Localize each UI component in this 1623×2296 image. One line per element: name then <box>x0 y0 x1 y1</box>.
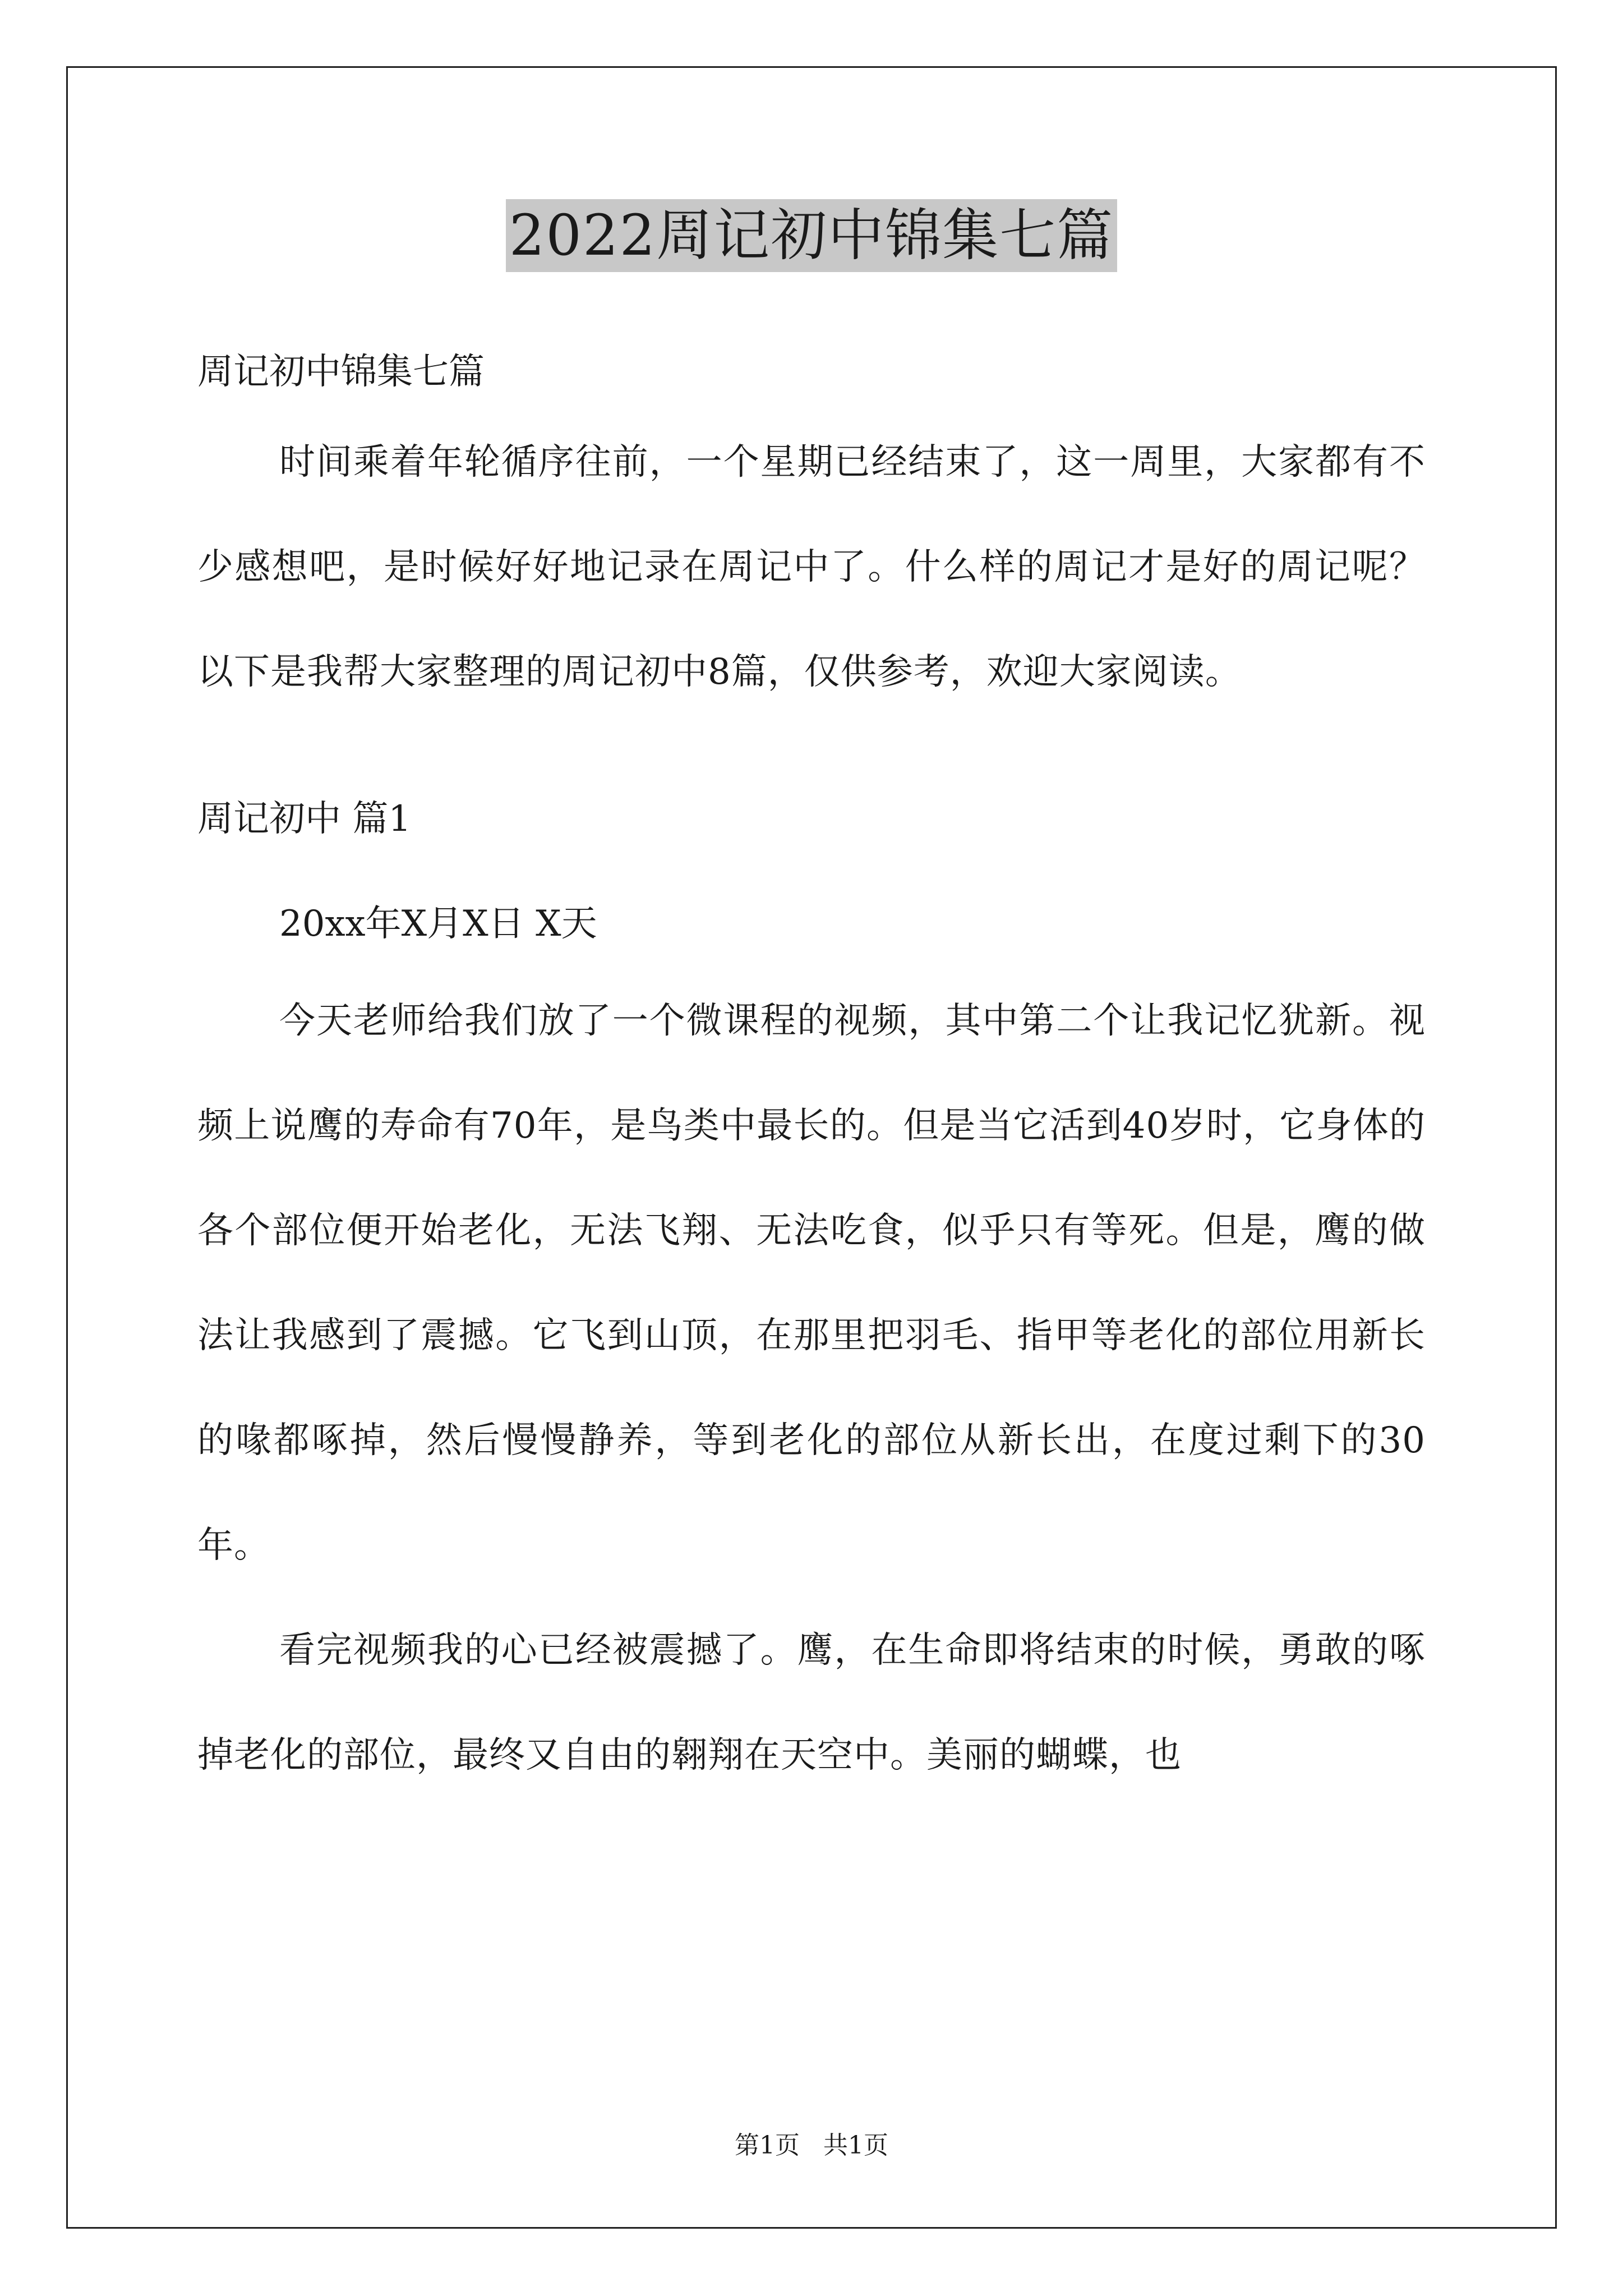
page-footer: 第1页 共1页 <box>735 2131 888 2160</box>
document-subtitle: 周记初中锦集七篇 <box>197 351 485 393</box>
title-container <box>0 199 1623 272</box>
intro-paragraph: 时间乘着年轮循序往前，一个星期已经结束了，这一周里，大家都有不少感想吧，是时候好好地记录在周记中了。什么样的周记才是好的周记呢？以下是我帮大家整理的周记初中8篇，仅供参考，欢迎大家阅读。 <box>197 441 1426 693</box>
entry-date: 20xx年X月X日 X天 <box>279 903 597 945</box>
section-heading: 周记初中 篇1 <box>197 798 412 840</box>
body-paragraph-2: 看完视频我的心已经被震撼了。鹰，在生命即将结束的时候，勇敢的啄掉老化的部位，最终又自由的翱翔在天空中。美丽的蝴蝶，也 <box>197 1630 1426 1776</box>
document-title: 2022周记初中锦集七篇 <box>506 199 1118 272</box>
body-paragraph-1: 今天老师给我们放了一个微课程的视频，其中第二个让我记忆犹新。视频上说鹰的寿命有70年，是鸟类中最长的。但是当它活到40岁时，它身体的各个部位便开始老化，无法飞翔、无法吃食，似乎只有等死。但是，鹰的做法让我感到了震撼。它飞到山顶，在那里把羽毛、指甲等老化的部位用新长的喙都啄掉，然后慢慢静养，等到老化的部位从新长出，在度过剩下的30年。 <box>197 1000 1426 1566</box>
document-body <box>197 311 1426 1808</box>
